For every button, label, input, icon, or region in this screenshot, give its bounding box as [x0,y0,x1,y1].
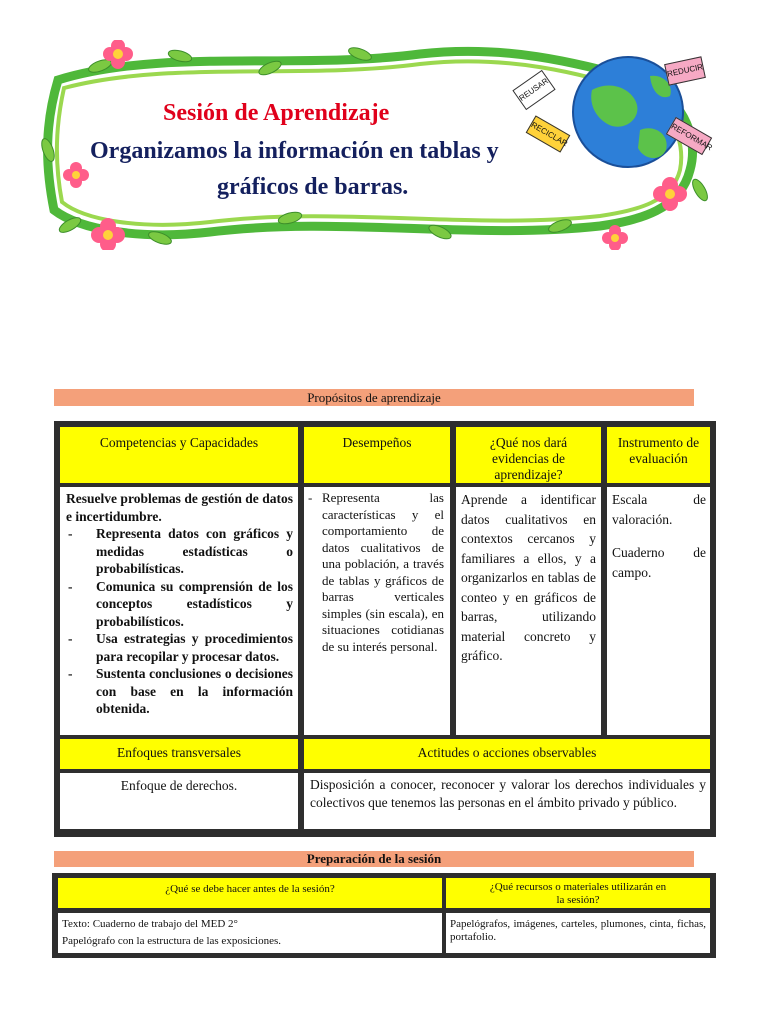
header-enfoques: Enfoques transversales [60,739,298,769]
list-item: - Sustenta conclusiones o decisiones con base en la información obtenida. [66,665,293,718]
page-title: Sesión de Aprendizaje [163,100,390,126]
header-evidencias: ¿Qué nos dará evidencias de aprendizaje? [456,427,601,483]
section-bar-propositos: Propósitos de aprendizaje [54,389,694,406]
section-bar-preparacion: Preparación de la sesión [54,851,694,867]
list-item: - Representa datos con gráficos y medidas estadísticas o probabilísticas. [66,525,293,578]
sign-reusar: REUSAR [512,70,555,110]
header-instrumento: Instrumento de evaluación [607,427,710,483]
cell-competencias [60,487,298,735]
cell-instrumento [607,487,710,735]
desempeno-text: Representa las características y el comportamiento de datos cualitativos de una población, a través de tablas y gráficos de barras verticales simples (sin escala), en situaciones cotidianas de su interés personal. [322,490,444,654]
antes-line: Papelógrafo con la estructura de las exposiciones. [62,935,282,947]
propositos-table [54,421,716,837]
header-competencias: Competencias y Capacidades [60,427,298,483]
antes-line: Texto: Cuaderno de trabajo del MED 2° [62,918,238,930]
list-item: - Comunica su comprensión de los conceptos estadísticos y probabilísticos. [66,578,293,631]
page-subtitle-line1: Organizamos la información en tablas y [90,138,499,164]
capacidades-list [66,525,293,718]
page-subtitle-line2: gráficos de barras. [217,174,409,200]
instrumento-item: Cuaderno de campo. [612,545,706,580]
header-desempenos: Desempeños [304,427,450,483]
header-recursos: ¿Qué recursos o materiales utilizarán en la sesión? [446,878,710,908]
cell-enfoque: Enfoque de derechos. [60,773,298,829]
header-antes: ¿Qué se debe hacer antes de la sesión? [58,878,442,908]
cell-desempenos: - Representa las características y el comportamiento de datos cualitativos de una población, a través de tablas y gráficos de barras verticales simples (sin escala), en situaciones cotidianas de su interés personal. [304,487,450,735]
sign-reformar: REFORMAR [666,117,712,155]
cell-actitud: Disposición a conocer, reconocer y valorar los derechos individuales y colectivos que tenemos las personas en el ámbito privado y público. [304,773,710,829]
header-actitudes: Actitudes o acciones observables [304,739,710,769]
cell-recursos: Papelógrafos, imágenes, carteles, plumones, cinta, fichas, portafolio. [446,913,710,953]
cell-evidencias: Aprende a identificar datos cualitativos en contextos cercanos y familiares a ellos, y a organizarlos en tablas de conteo y en gráficos de barras, utilizando material concreto y gráfico. [456,487,601,735]
cell-antes [58,913,442,953]
list-item: - Usa estrategias y procedimientos para recopilar y procesar datos. [66,630,293,665]
preparacion-table [52,873,716,958]
competencia-title: Resuelve problemas de gestión de datos e incertidumbre. [66,491,293,524]
sign-reciclar: RECICLAR [526,115,571,152]
sign-reducir: REDUCIR [664,56,706,85]
instrumento-item: Escala de valoración. [612,492,706,527]
